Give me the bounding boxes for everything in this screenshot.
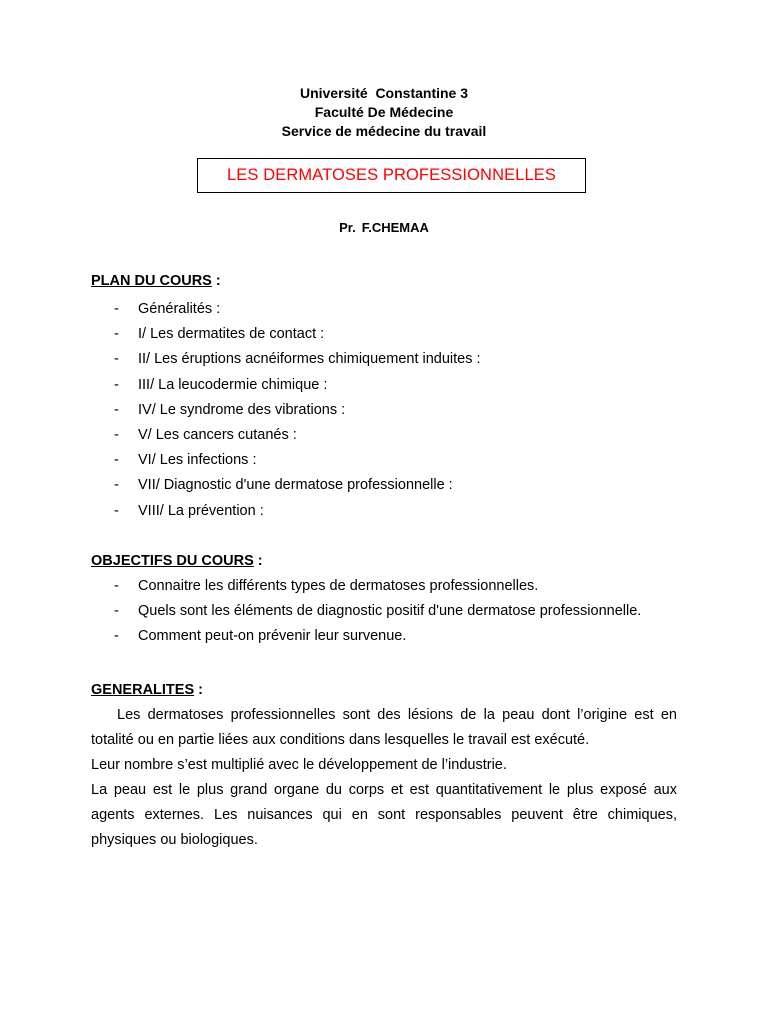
dash-bullet: -: [114, 603, 119, 620]
dash-bullet: -: [114, 578, 119, 594]
list-item-text: VIII/ La prévention :: [138, 502, 264, 519]
paragraph: Les dermatoses professionnelles sont des lésions de la peau dont l’origine est en totalité ou en partie liées aux conditions dans lesquelles le travail est exécuté.: [91, 707, 677, 748]
service-name: Service de médecine du travail: [281, 123, 487, 139]
dash-bullet: -: [114, 301, 119, 317]
dash-bullet: -: [114, 376, 119, 393]
list-item: [91, 347, 481, 372]
plan-heading-suffix: :: [211, 273, 221, 289]
list-item: [91, 473, 481, 498]
author-prefix: Pr.: [339, 220, 356, 235]
dash-bullet: -: [114, 452, 119, 469]
paragraph: La peau est le plus grand organe du corps et est quantitativement le plus exposé aux agents externes. Les nuisances qui en sont responsables peuvent être chimiques, physiques ou biologiques.: [91, 782, 677, 848]
generalites-body: [91, 703, 677, 853]
list-item: [91, 574, 641, 599]
list-item: [91, 423, 481, 448]
list-item-text: Comment peut-on prévenir leur survenue.: [138, 628, 407, 645]
list-item-text: II/ Les éruptions acnéiformes chimiquement induites :: [138, 351, 481, 368]
objectifs-heading-text: OBJECTIFS DU COURS: [91, 553, 254, 569]
dash-bullet: -: [114, 477, 119, 494]
generalites-heading-suffix: :: [194, 682, 203, 698]
faculty-name: Faculté De Médecine: [314, 104, 454, 120]
university-name: Université Constantine 3: [299, 85, 469, 101]
list-item-text: V/ Les cancers cutanés :: [138, 426, 297, 443]
dash-bullet: -: [114, 628, 119, 645]
list-item: [91, 624, 641, 649]
generalites-heading-text: GENERALITES: [91, 682, 195, 698]
dash-bullet: -: [114, 401, 119, 418]
document-title: LES DERMATOSES PROFESSIONNELLES: [227, 166, 556, 184]
list-item-text: Quels sont les éléments de diagnostic positif d'une dermatose professionnelle.: [138, 603, 642, 620]
list-item: [91, 297, 481, 322]
list-item: [91, 398, 481, 423]
paragraph: Leur nombre s’est multiplié avec le développement de l’industrie.: [91, 757, 507, 773]
list-item: [91, 448, 481, 473]
plan-heading-text: PLAN DU COURS: [91, 273, 212, 289]
list-item-text: III/ La leucodermie chimique :: [138, 376, 328, 393]
dash-bullet: -: [114, 502, 119, 519]
list-item-text: IV/ Le syndrome des vibrations :: [138, 401, 346, 418]
list-item-text: Généralités :: [138, 301, 221, 317]
list-item: [91, 599, 641, 624]
list-item-text: VI/ Les infections :: [138, 452, 257, 469]
list-item: [91, 373, 481, 398]
list-item: [91, 322, 481, 347]
list-item-text: Connaitre les différents types de dermatoses professionnelles.: [138, 578, 539, 594]
list-item-text: VII/ Diagnostic d'une dermatose professionnelle :: [138, 477, 453, 494]
dash-bullet: -: [114, 326, 119, 343]
plan-heading: [91, 273, 221, 289]
document-header: [0, 84, 768, 141]
objectifs-heading-suffix: :: [253, 553, 263, 569]
list-item-text: I/ Les dermatites de contact :: [138, 326, 325, 343]
author-line: [0, 220, 768, 235]
objectifs-heading: [91, 553, 263, 569]
plan-list: [91, 297, 481, 524]
generalites-heading: [91, 682, 203, 698]
dash-bullet: -: [114, 426, 119, 443]
dash-bullet: -: [114, 351, 119, 368]
objectifs-list: [91, 574, 641, 650]
author-name: F.CHEMAA: [361, 220, 429, 235]
list-item: [91, 499, 481, 524]
title-box: [197, 158, 586, 193]
